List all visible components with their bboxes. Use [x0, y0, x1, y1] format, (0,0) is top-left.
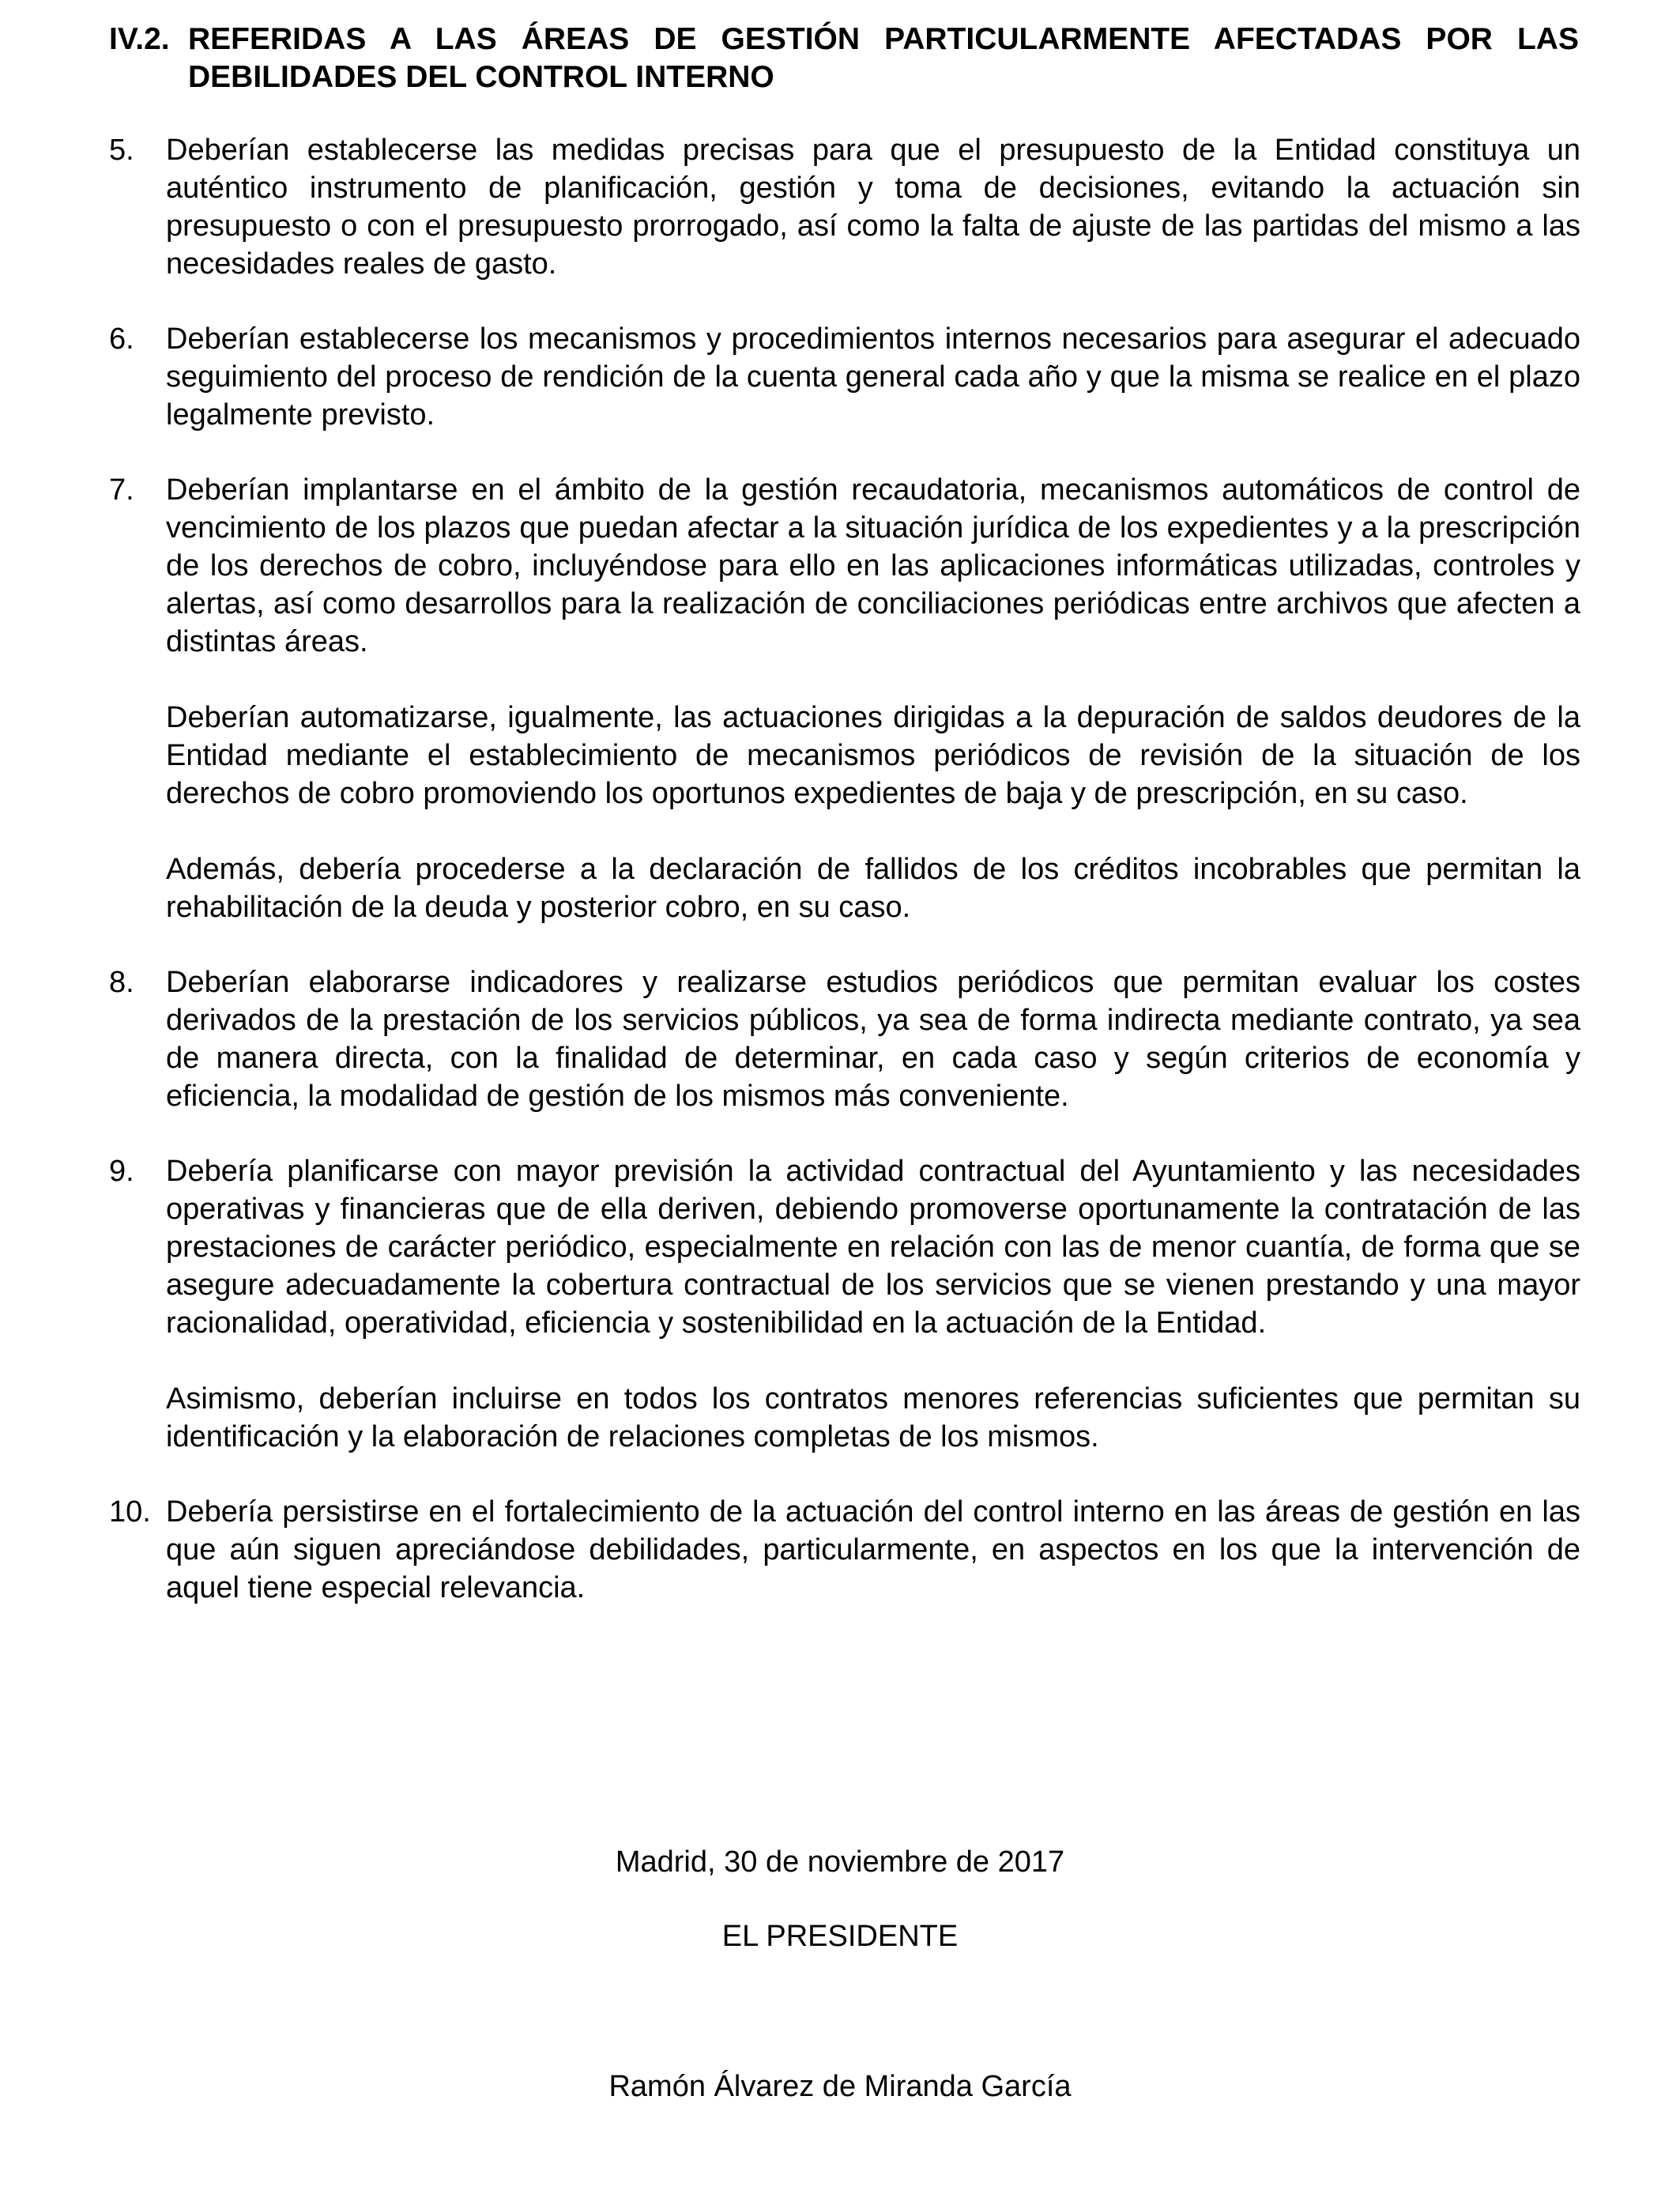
list-item	[109, 1152, 1580, 1456]
signatory-role: EL PRESIDENTE	[721, 1920, 959, 1953]
list-item	[109, 1493, 1580, 1607]
list-item	[109, 471, 1580, 926]
recommendations-list	[109, 131, 1580, 1644]
item-paragraph: Debería planificarse con mayor previsión la actividad contractual del Ayuntamiento y las necesidades operativas y financieras que de ella deriven, debiendo promoverse oportunamente la contratación de las prestaciones de carácter periódico, especialmente en relación con las de menor cuantía, de forma que se asegure adecuadamente la cobertura contractual de los servicios que se vienen prestando y una mayor racionalidad, operatividad, eficiencia y sostenibilidad en la actuación de la Entidad.	[166, 1155, 1580, 1340]
item-paragraph: Deberían establecerse las medidas precisas para que el presupuesto de la Entidad constituya un auténtico instrumento de planificación, gestión y toma de decisiones, evitando la actuación sin presupuesto o con el presupuesto prorrogado, así como la falta de ajuste de las partidas del mismo a las necesidades reales de gasto.	[166, 134, 1580, 281]
item-number: 7.	[109, 473, 134, 507]
list-item	[109, 320, 1580, 434]
item-paragraph: Deberían establecerse los mecanismos y procedimientos internos necesarios para asegurar el adecuado seguimiento del proceso de rendición de la cuenta general cada año y que la misma se realice en el plazo legalmente previsto.	[166, 322, 1580, 432]
signatory-name: Ramón Álvarez de Miranda García	[608, 2070, 1072, 2103]
item-paragraph: Debería persistirse en el fortalecimiento de la actuación del control interno en las áreas de gestión en las que aún siguen apreciándose debilidades, particularmente, en aspectos en los que la intervención de aquel tiene especial relevancia.	[166, 1495, 1580, 1604]
item-number: 10.	[109, 1495, 151, 1529]
item-number: 6.	[109, 322, 134, 356]
place-date: Madrid, 30 de noviembre de 2017	[615, 1845, 1065, 1879]
item-paragraph: Además, debería procederse a la declaración de fallidos de los créditos incobrables que permitan la rehabilitación de la deuda y posterior cobro, en su caso.	[166, 853, 1580, 924]
item-paragraph: Deberían implantarse en el ámbito de la gestión recaudatoria, mecanismos automáticos de control de vencimiento de los plazos que puedan afectar a la situación jurídica de los expedientes y a la prescripción de los derechos de cobro, incluyéndose para ello en las aplicaciones informáticas utilizadas, controles y alertas, así como desarrollos para la realización de conciliaciones periódicas entre archivos que afecten a distintas áreas.	[166, 473, 1580, 658]
list-item	[109, 963, 1580, 1115]
section-title: REFERIDAS A LAS ÁREAS DE GESTIÓN PARTICULARMENTE AFECTADAS POR LAS DEBILIDADES DEL CONTROL INTERNO	[188, 22, 1579, 94]
item-paragraph: Deberían elaborarse indicadores y realizarse estudios periódicos que permitan evaluar los costes derivados de la prestación de los servicios públicos, ya sea de forma indirecta mediante contrato, ya sea de manera directa, con la finalidad de determinar, en cada caso y según criterios de economía y eficiencia, la modalidad de gestión de los mismos más conveniente.	[166, 966, 1580, 1113]
item-paragraph: Deberían automatizarse, igualmente, las actuaciones dirigidas a la depuración de saldos deudores de la Entidad mediante el establecimiento de mecanismos periódicos de revisión de la situación de los derechos de cobro promoviendo los oportunos expedientes de baja y de prescripción, en su caso.	[166, 701, 1580, 810]
item-paragraph: Asimismo, deberían incluirse en todos los contratos menores referencias suficientes que permitan su identificación y la elaboración de relaciones completas de los mismos.	[166, 1382, 1580, 1453]
list-item	[109, 131, 1580, 283]
section-heading	[109, 21, 1579, 96]
item-number: 5.	[109, 134, 134, 167]
section-number: IV.2.	[109, 22, 170, 56]
item-number: 9.	[109, 1155, 134, 1188]
item-number: 8.	[109, 966, 134, 999]
